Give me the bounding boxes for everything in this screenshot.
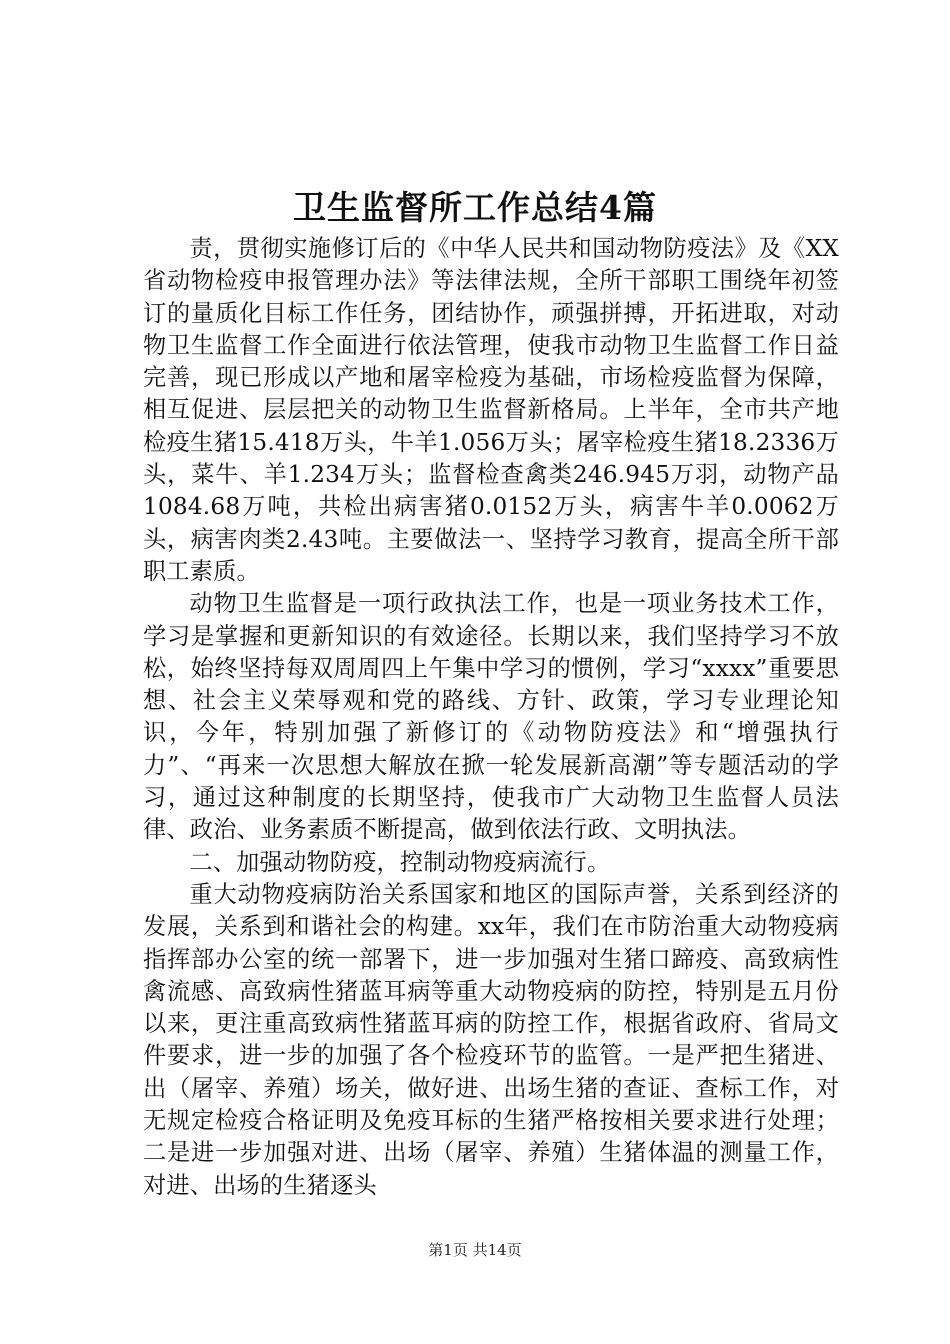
paragraph: 责，贯彻实施修订后的《中华人民共和国动物防疫法》及《XX省动物检疫申报管理办法》等法律法规，全所干部职工围绕年初签订的量质化目标工作任务，团结协作，顽强拼搏，开拓进取，对动物卫生监督工作全面进行依法管理，使我市动物卫生监督工作日益完善，现已形成以产地和屠宰检疫为基础，市场检疫监督为保障，相互促进、层层把关的动物卫生监督新格局。上半年，全市共产地检疫生猪15.418万头，牛羊1.056万头；屠宰检疫生猪18.2336万头，菜牛、羊1.234万头；监督检查禽类246.945万羽，动物产品1084.68万吨，共检出病害猪0.0152万头，病害牛羊0.0062万头，病害肉类2.43吨。主要做法一、坚持学习教育，提高全所干部职工素质。: [143, 235, 839, 585]
document-title: 卫生监督所工作总结4篇: [293, 188, 657, 227]
paragraph: 重大动物疫病防治关系国家和地区的国际声誉，关系到经济的发展，关系到和谐社会的构建。xx年，我们在市防治重大动物疫病指挥部办公室的统一部署下，进一步加强对生猪口蹄疫、高致病性禽流感、高致病性猪蓝耳病等重大动物疫病的防控，特别是五月份以来，更注重高致病性猪蓝耳病的防控工作，根据省政府、省局文件要求，进一步的加强了各个检疫环节的监管。一是严把生猪进、出（屠宰、养殖）场关，做好进、出场生猪的查证、查标工作，对无规定检疫合格证明及免疫耳标的生猪严格按相关要求进行处理；二是进一步加强对进、出场（屠宰、养殖）生猪体温的测量工作，对进、出场的生猪逐头: [143, 880, 839, 1199]
section-heading: 二、加强动物防疫，控制动物疫病流行。: [189, 848, 611, 876]
paragraph: 动物卫生监督是一项行政执法工作，也是一项业务技术工作，学习是掌握和更新知识的有效途径。长期以来，我们坚持学习不放松，始终坚持每双周周四上午集中学习的惯例，学习“xxxx”重要思想、社会主义荣辱观和党的路线、方针、政策，学习专业理论知识，今年，特别加强了新修订的《动物防疫法》和“增强执行力”、“再来一次思想大解放在掀一轮发展新高潮”等专题活动的学习，通过这种制度的长期坚持，使我市广大动物卫生监督人员法律、政治、业务素质不断提高，做到依法行政、文明执法。: [143, 590, 839, 844]
page-number-footer: 第1页 共14页: [428, 1241, 522, 1259]
document-body: [143, 233, 839, 1202]
